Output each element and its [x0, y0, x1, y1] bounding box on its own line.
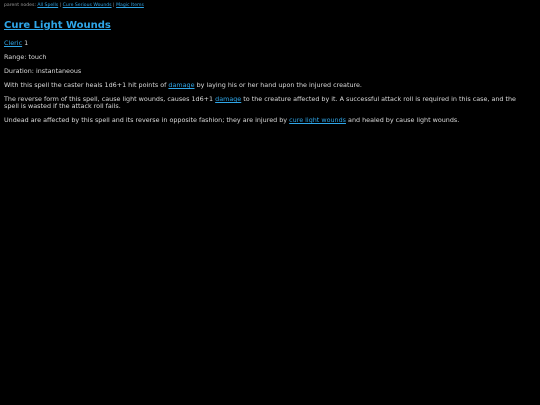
description-paragraph-2 [4, 96, 528, 111]
para3-text-after: and healed by cause light wounds. [348, 116, 460, 125]
parent-link-magic-items[interactable]: Magic Items [116, 3, 144, 8]
parent-nodes-bar [4, 3, 144, 8]
cleric-link[interactable]: Cleric [4, 39, 23, 47]
class-line [4, 40, 528, 47]
para3-text-before: Undead are affected by this spell and its reverse in opposite fashion; they are injured by [4, 116, 288, 125]
page-title[interactable]: Cure Light Wounds [4, 20, 111, 31]
parent-link-all-spells[interactable]: All Spells [37, 3, 59, 8]
description-paragraph-3 [4, 117, 528, 124]
separator: | [113, 3, 115, 8]
damage-link[interactable]: damage [168, 81, 195, 89]
description-paragraph-1 [4, 82, 528, 89]
parent-nodes-label: parent nodes: [4, 3, 36, 8]
spell-level: 1 [24, 39, 29, 47]
parent-link-cure-serious-wounds[interactable]: Cure Serious Wounds [62, 3, 112, 8]
para1-text-after: by laying his or her hand upon the injured creature. [196, 81, 362, 89]
separator: | [59, 3, 62, 8]
spell-content [4, 40, 528, 131]
cure-light-wounds-link[interactable]: cure light wounds [289, 116, 346, 125]
para2-text-after: to the creature affected by it. A successful attack roll is required in this case, and the spell is wasted if the attack roll fails. [4, 95, 516, 111]
damage-link[interactable]: damage [215, 95, 242, 103]
para2-text-before: The reverse form of this spell, cause light wounds, causes 1d6+1 [4, 95, 214, 103]
para1-text-before: With this spell the caster heals 1d6+1 hit points of [4, 81, 167, 89]
range-line: Range: touch [4, 53, 47, 61]
duration-line: Duration: instantaneous [4, 67, 82, 75]
